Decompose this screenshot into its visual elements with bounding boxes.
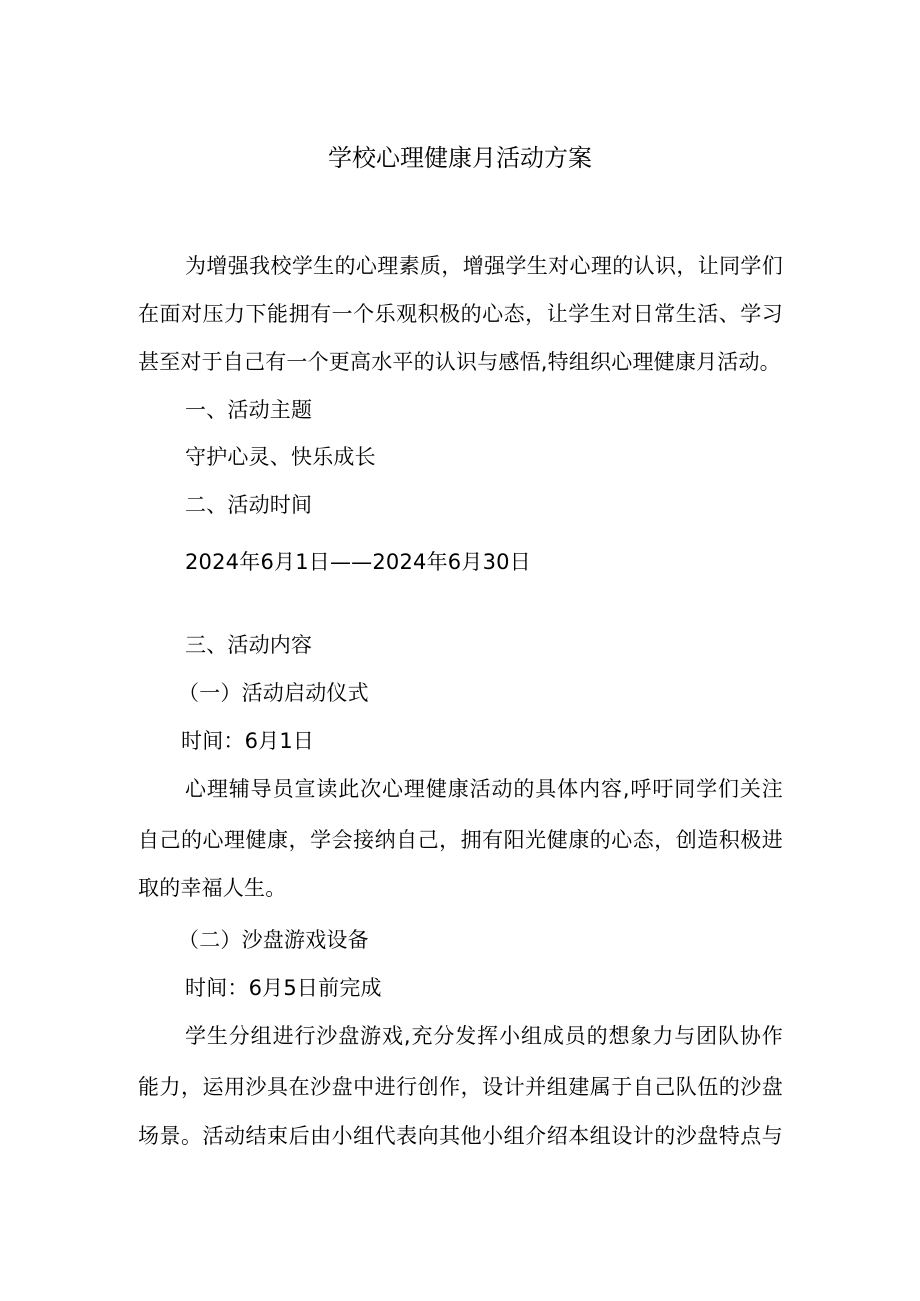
section-1-heading: 一、活动主题	[185, 398, 313, 422]
section-1-text: 守护心灵、快乐成长	[185, 445, 376, 469]
section-2-text: 2024年6月1日——2024年6月30日	[185, 550, 531, 574]
intro-line-3: 甚至对于自己有一个更高水平的认识与感悟,特组织心理健康月活动。	[138, 350, 781, 374]
item-2-heading: （二）沙盘游戏设备	[178, 928, 369, 952]
item-1-time: 时间：6月1日	[181, 729, 315, 753]
item-2-line-1: 学生分组进行沙盘游戏,充分发挥小组成员的想象力与团队协作	[185, 1024, 783, 1048]
intro-line-2: 在面对压力下能拥有一个乐观积极的心态，让学生对日常生活、学习	[138, 302, 783, 326]
item-1-line-2: 自己的心理健康，学会接纳自己，拥有阳光健康的心态，创造积极进	[138, 828, 783, 852]
section-3-heading: 三、活动内容	[185, 633, 313, 657]
item-1-heading: （一）活动启动仪式	[178, 681, 369, 705]
document-title: 学校心理健康月活动方案	[328, 144, 592, 172]
intro-line-1: 为增强我校学生的心理素质，增强学生对心理的认识，让同学们	[185, 254, 783, 278]
section-2-heading: 二、活动时间	[185, 493, 313, 517]
item-1-line-3: 取的幸福人生。	[138, 876, 287, 900]
item-2-line-3: 场景。活动结束后由小组代表向其他小组介绍本组设计的沙盘特点与	[138, 1124, 783, 1148]
item-2-time: 时间：6月5日前完成	[185, 976, 382, 1000]
item-1-line-1: 心理辅导员宣读此次心理健康活动的具体内容,呼吁同学们关注	[185, 777, 783, 801]
item-2-line-2: 能力，运用沙具在沙盘中进行创作，设计并组建属于自己队伍的沙盘	[138, 1075, 783, 1099]
